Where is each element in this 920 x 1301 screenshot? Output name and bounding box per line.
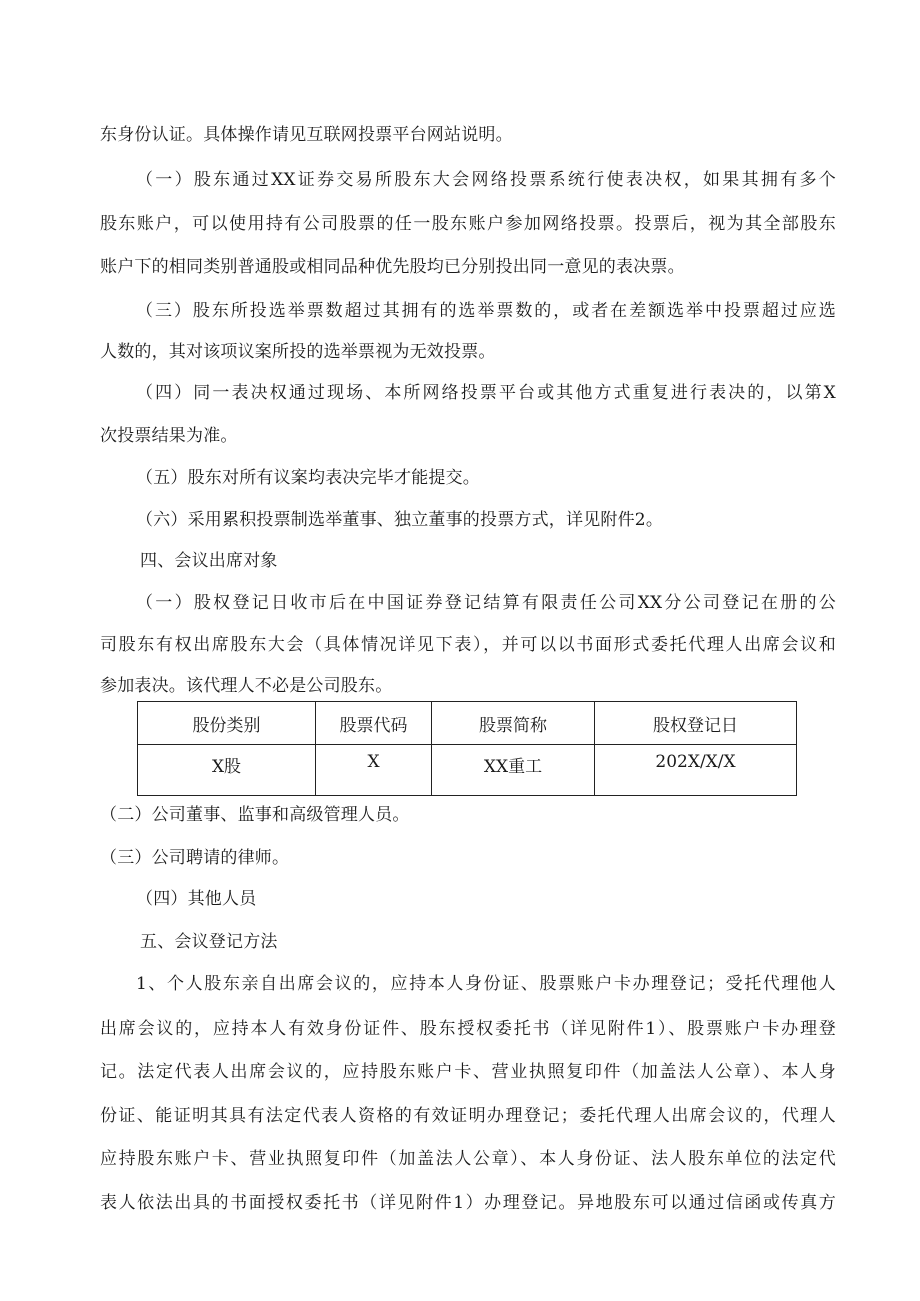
table-header-cell: 股票代码 <box>316 702 432 745</box>
section-heading: 四、会议出席对象 <box>140 551 278 571</box>
paragraph-line: （五）股东对所有议案均表决完毕才能提交。 <box>136 468 480 488</box>
paragraph-line: （二）公司董事、监事和高级管理人员。 <box>100 805 410 825</box>
paragraph-line: 参加表决。该代理人不必是公司股东。 <box>100 676 393 696</box>
paragraph-line: 东身份认证。具体操作请见互联网投票平台网站说明。 <box>100 125 513 145</box>
paragraph-line: （一）股东通过XX证券交易所股东大会网络投票系统行使表决权，如果其拥有多个 <box>136 170 836 190</box>
table-header-cell: 股权登记日 <box>595 702 797 745</box>
paragraph-line: 1、个人股东亲自出席会议的，应持本人身份证、股票账户卡办理登记；受托代理他人 <box>136 974 836 994</box>
table-header-cell: 股票简称 <box>432 702 595 745</box>
paragraph-line: 记。法定代表人出席会议的，应持股东账户卡、营业执照复印件（加盖法人公章）、本人身 <box>100 1062 836 1082</box>
paragraph-line: 股东账户，可以使用持有公司股票的任一股东账户参加网络投票。投票后，视为其全部股东 <box>100 214 836 234</box>
paragraph-line: 表人依法出具的书面授权委托书（详见附件1）办理登记。异地股东可以通过信函或传真方 <box>100 1193 836 1213</box>
paragraph-line: 应持股东账户卡、营业执照复印件（加盖法人公章）、本人身份证、法人股东单位的法定代 <box>100 1149 836 1169</box>
table-row <box>138 745 797 796</box>
paragraph-line: （六）采用累积投票制选举董事、独立董事的投票方式，详见附件2。 <box>136 510 664 530</box>
table-cell: XX重工 <box>432 745 595 796</box>
table-cell: 202X/X/X <box>595 745 797 796</box>
paragraph-line: 人数的，其对该项议案所投的选举票视为无效投票。 <box>100 342 496 362</box>
paragraph-line: 司股东有权出席股东大会（具体情况详见下表），并可以以书面形式委托代理人出席会议和 <box>100 635 836 655</box>
table-header-cell: 股份类别 <box>138 702 316 745</box>
paragraph-line: 出席会议的，应持本人有效身份证件、股东授权委托书（详见附件1）、股票账户卡办理登 <box>100 1019 836 1039</box>
paragraph-line: （四）同一表决权通过现场、本所网络投票平台或其他方式重复进行表决的，以第X <box>136 383 836 403</box>
paragraph-line: （一）股权登记日收市后在中国证券登记结算有限责任公司XX分公司登记在册的公 <box>136 593 836 613</box>
section-heading: 五、会议登记方法 <box>140 932 278 952</box>
paragraph-line: （三）公司聘请的律师。 <box>100 848 290 868</box>
paragraph-line: 份证、能证明其具有法定代表人资格的有效证明办理登记；委托代理人出席会议的，代理人 <box>100 1106 836 1126</box>
registration-table <box>137 701 797 796</box>
table-cell: X股 <box>138 745 316 796</box>
paragraph-line: 账户下的相同类别普通股或相同品种优先股均已分别投出同一意见的表决票。 <box>100 257 685 277</box>
paragraph-line: 次投票结果为准。 <box>100 426 238 446</box>
table-cell: X <box>316 745 432 796</box>
paragraph-line: （四）其他人员 <box>136 889 257 909</box>
table-header-row <box>138 702 797 745</box>
paragraph-line: （三）股东所投选举票数超过其拥有的选举票数的，或者在差额选举中投票超过应选 <box>136 301 836 321</box>
